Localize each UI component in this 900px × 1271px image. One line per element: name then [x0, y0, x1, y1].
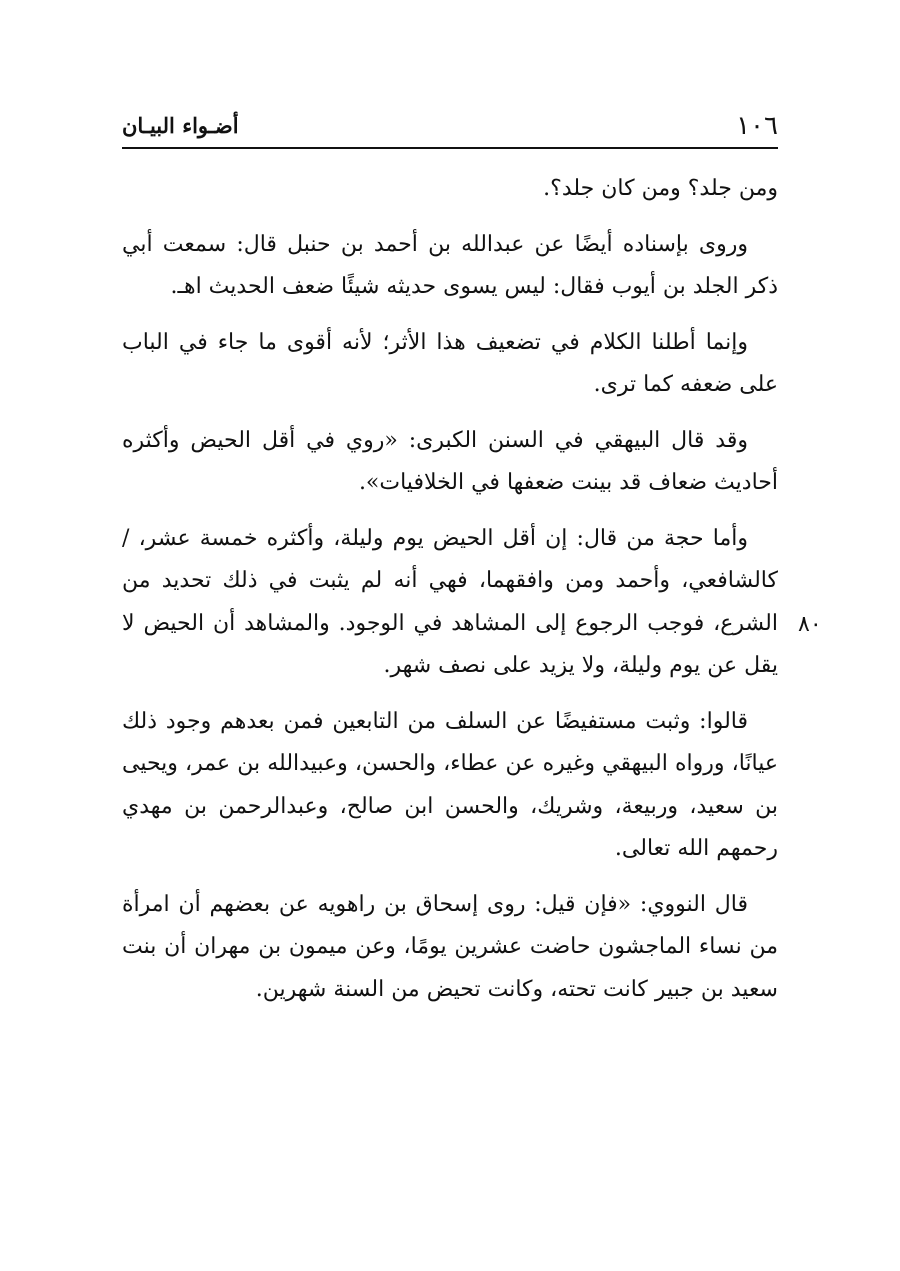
paragraph-1: ومن جلد؟ ومن كان جلد؟. — [543, 176, 778, 201]
paragraph-2: وروى بإسناده أيضًا عن عبدالله بن أحمد بن حنبل قال: سمعت أبي ذكر الجلد بن أيوب فقال: ليس يسوى حديثه شيئًا ضعف الحديث اهـ. — [122, 231, 778, 299]
header-divider — [122, 147, 778, 149]
page-header — [122, 108, 778, 144]
book-title: أضـواء البيـان — [122, 113, 239, 138]
margin-page-marker: ٨٠ — [798, 612, 822, 637]
paragraph-6: قالوا: وثبت مستفيضًا عن السلف من التابعين فمن بعدهم وجود ذلك عيانًا، ورواه البيهقي وغيره عن عطاء، والحسن، وعبيدالله بن عمر، ويحيى بن سعيد، وربيعة، وشريك، والحسن ابن صالح، وعبدالرحمن بن مهدي رحمهم الله تعالى. — [122, 708, 778, 861]
paragraph-4: وقد قال البيهقي في السنن الكبرى: «روي في أقل الحيض وأكثره أحاديث ضعاف قد بينت ضعفها في الخلافيات». — [122, 427, 778, 495]
paragraph-3: وإنما أطلنا الكلام في تضعيف هذا الأثر؛ لأنه أقوى ما جاء في الباب على ضعفه كما ترى. — [122, 329, 778, 397]
paragraph-5: وأما حجة من قال: إن أقل الحيض يوم وليلة، وأكثره خمسة عشر، / كالشافعي، وأحمد ومن وافقهما، فهي أنه لم يثبت في ذلك تحديد من الشرع، فوجب الرجوع إلى المشاهد في الوجود. والمشاهد أن الحيض لا يقل عن يوم وليلة، ولا يزيد على نصف شهر. — [122, 525, 778, 678]
paragraph-7: قال النووي: «فإن قيل: روى إسحاق بن راهويه عن بعضهم أن امرأة من نساء الماجشون حاضت عشرين يومًا، وعن ميمون بن مهران أن بنت سعيد بن جبير كانت تحته، وكانت تحيض من السنة شهرين. — [122, 891, 778, 1002]
page-body — [122, 168, 778, 1024]
page-number: ١٠٦ — [736, 111, 778, 141]
